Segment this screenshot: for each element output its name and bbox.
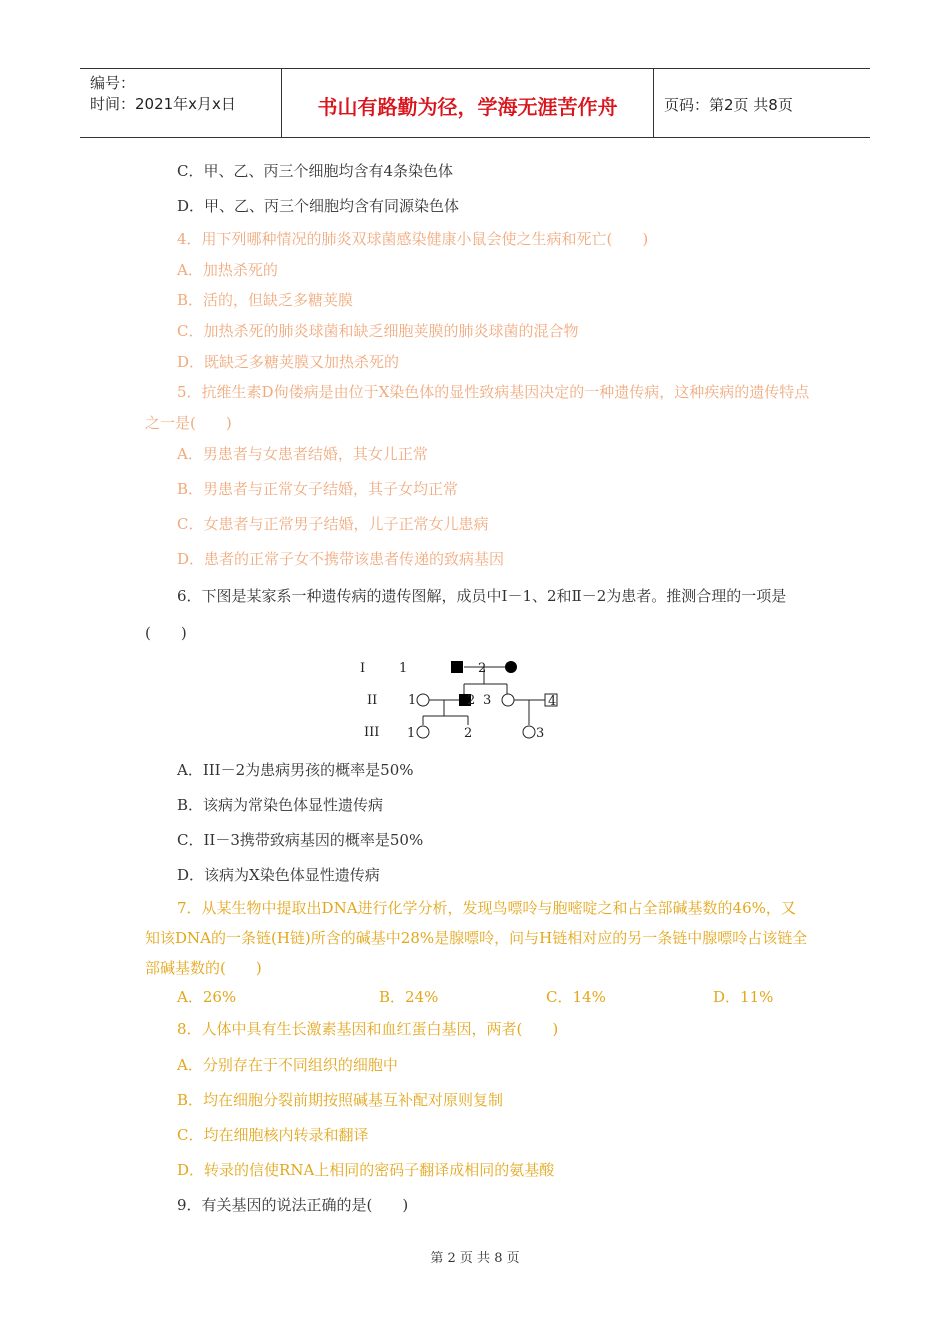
q7-option-a: A．26% [177, 988, 237, 1006]
page-header [80, 68, 870, 138]
q5-option-b: B．男患者与正常女子结婚，其子女均正常 [177, 480, 459, 498]
q5-option-d: D．患者的正常子女不携带该患者传递的致病基因 [177, 550, 505, 568]
q8-option-b: B．均在细胞分裂前期按照碱基互补配对原则复制 [177, 1091, 504, 1109]
q7-option-d: D．11% [713, 988, 774, 1006]
question-7: 7．从某生物中提取出DNA进行化学分析，发现鸟嘌呤与胞嘧啶之和占全部碱基数的46%，又知该DNA的一条链(H链)所含的碱基中28%是腺嘌呤，问与H链相对应的另一条链中腺嘌呤占该链全部碱基数的( ) [145, 899, 808, 977]
q6-option-c: C．II－3携带致病基因的概率是50% [177, 831, 424, 849]
q5-option-a: A．男患者与女患者结婚，其女儿正常 [177, 445, 428, 463]
pedigree-diagram [350, 652, 570, 744]
label-II-1: 1 [408, 693, 417, 708]
option-c: C．甲、乙、丙三个细胞均含有4条染色体 [177, 162, 454, 180]
pedigree-I-2-affected-female [505, 661, 517, 673]
label-I-1: 1 [399, 661, 408, 676]
label-I-2: 2 [478, 661, 487, 676]
label-III-3: 3 [536, 726, 545, 741]
label-III-1: 1 [407, 726, 416, 741]
label-III-2: 2 [464, 726, 473, 741]
header-motto-cell [281, 69, 654, 137]
number-label: 编号： [90, 74, 136, 92]
header-meta [80, 69, 281, 137]
q6-option-d: D．该病为X染色体显性遗传病 [177, 866, 380, 884]
gen-label-III: III [364, 725, 380, 740]
q8-option-d: D．转录的信使RNA上相同的密码子翻译成相同的氨基酸 [177, 1161, 555, 1179]
q4-option-c: C．加热杀死的肺炎球菌和缺乏细胞荚膜的肺炎球菌的混合物 [177, 322, 579, 340]
question-4: 4．用下列哪种情况的肺炎双球菌感染健康小鼠会使之生病和死亡( ) [177, 230, 649, 248]
time-label: 时间：2021年x月x日 [90, 95, 236, 113]
question-9: 9．有关基因的说法正确的是( ) [177, 1196, 409, 1214]
q7-option-c: C．14% [546, 988, 606, 1006]
q4-option-a: A．加热杀死的 [177, 261, 278, 279]
pedigree-III-3-female [523, 726, 535, 738]
q6-option-b: B．该病为常染色体显性遗传病 [177, 796, 384, 814]
question-8: 8．人体中具有生长激素基因和血红蛋白基因，两者( ) [177, 1020, 559, 1038]
label-II-4: 4 [548, 694, 557, 709]
gen-label-II: II [367, 693, 378, 708]
option-d: D．甲、乙、丙三个细胞均含有同源染色体 [177, 197, 460, 215]
page-footer: 第 2 页 共 8 页 [430, 1251, 520, 1266]
q5-option-c: C．女患者与正常男子结婚，儿子正常女儿患病 [177, 515, 489, 533]
page-info: 页码：第2页 共8页 [664, 96, 793, 114]
pedigree-III-1-female [417, 726, 429, 738]
pedigree-II-1-female [417, 694, 429, 706]
q8-option-c: C．均在细胞核内转录和翻译 [177, 1126, 369, 1144]
pedigree-II-3-female [502, 694, 514, 706]
q8-option-a: A．分别存在于不同组织的细胞中 [177, 1056, 398, 1074]
q4-option-b: B．活的，但缺乏多糖荚膜 [177, 291, 354, 309]
label-II-3: 3 [483, 693, 492, 708]
motto: 书山有路勤为径，学海无涯苦作舟 [317, 95, 618, 119]
q4-option-d: D．既缺乏多糖荚膜又加热杀死的 [177, 353, 400, 371]
question-5: 5．抗维生素D佝偻病是由位于X染色体的显性致病基因决定的一种遗传病，这种疾病的遗传特点之一是( ) [145, 383, 810, 432]
label-II-2: 2 [467, 693, 476, 708]
question-6: 6．下图是某家系一种遗传病的遗传图解，成员中Ⅰ－1、2和Ⅱ－2为患者。推测合理的一项是( ) [145, 587, 787, 642]
q6-option-a: A．III－2为患病男孩的概率是50% [177, 761, 414, 779]
pedigree-I-1-affected-male [451, 661, 463, 673]
q7-option-b: B．24% [379, 988, 439, 1006]
gen-label-I: I [360, 661, 366, 676]
